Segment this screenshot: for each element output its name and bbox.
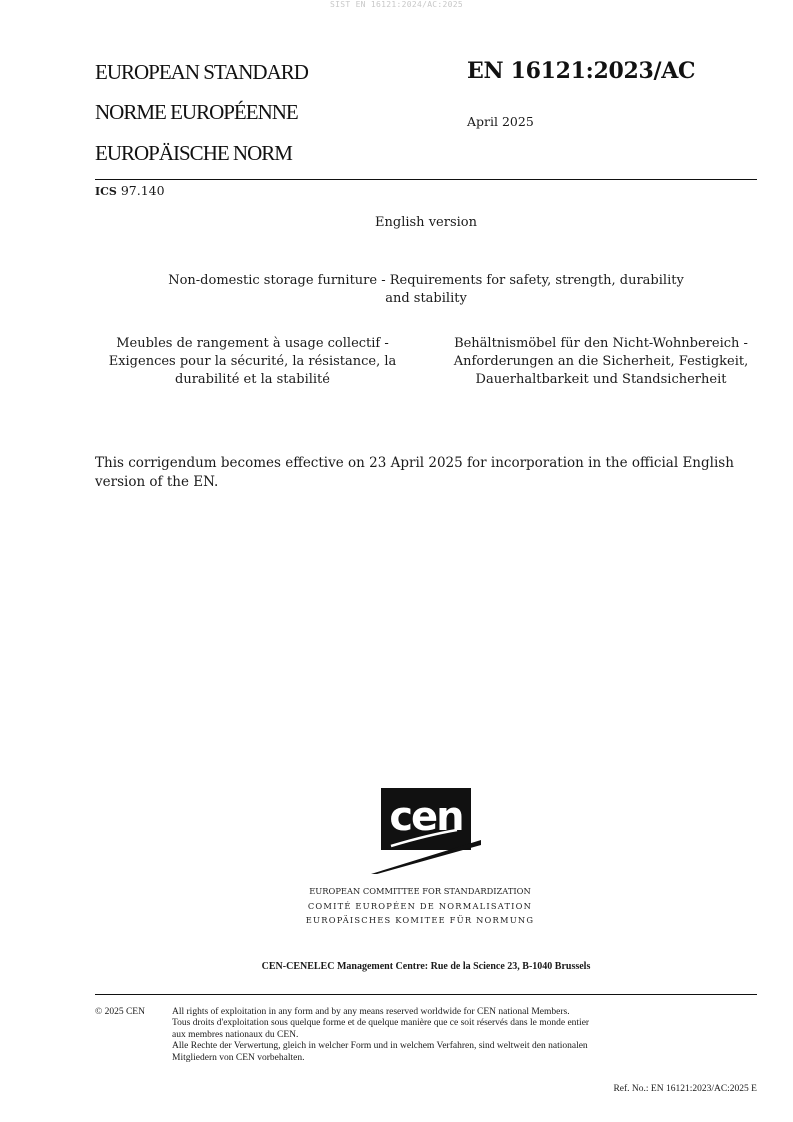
title-french-line: durabilité et la stabilité: [175, 372, 330, 387]
title-german-line: Behältnismöbel für den Nicht-Wohnbereich -: [454, 336, 748, 351]
ics-classification: [95, 183, 165, 198]
copyright-line: All rights of exploitation in any form and by any means reserved worldwide for CEN national Members.: [172, 1007, 570, 1017]
org-name-en: EUROPEAN COMMITTEE FOR STANDARDIZATION: [309, 886, 531, 896]
title-german-line: Dauerhaltbarkeit und Standsicherheit: [475, 372, 727, 387]
title-french: [100, 335, 405, 389]
copyright-line: Alle Rechte der Verwertung, gleich in welcher Form und in welchem Verfahren, sind weltweit den nationalen: [172, 1041, 588, 1052]
ics-value: 97.140: [120, 183, 165, 198]
copyright-line: aux membres nationaux du CEN.: [172, 1029, 299, 1040]
copyright-line: Mitgliedern von CEN vorbehalten.: [172, 1052, 305, 1063]
corrigendum-statement: This corrigendum becomes effective on 23 April 2025 for incorporation in the official English version of the EN.: [95, 455, 734, 490]
reference-number: Ref. No.: EN 16121:2023/AC:2025 E: [613, 1084, 757, 1094]
footer-rule: [95, 994, 757, 995]
org-name-fr: COMITÉ EUROPÉEN DE NORMALISATION: [307, 901, 533, 911]
title-english-line: Non-domestic storage furniture - Requirements for safety, strength, durability: [168, 273, 684, 288]
title-english: [95, 272, 757, 308]
ics-label: ICS: [95, 185, 117, 198]
standard-name-de: EUROPÄISCHE NORM: [95, 141, 292, 165]
title-english-line: and stability: [385, 291, 467, 306]
version-label: English version: [375, 215, 477, 230]
copyright-holder: © 2025 CEN: [95, 1007, 145, 1017]
standard-name-fr: NORME EUROPÉENNE: [95, 100, 298, 124]
title-french-line: Meubles de rangement à usage collectif -: [116, 336, 389, 351]
title-german: [445, 335, 757, 389]
header-rule: [95, 179, 757, 180]
org-name-de: EUROPÄISCHES KOMITEE FÜR NORMUNG: [305, 915, 535, 925]
title-french-line: Exigences pour la sécurité, la résistance, la: [108, 354, 397, 369]
document-number: EN 16121:2023/AC: [467, 58, 696, 84]
document-date: April 2025: [467, 114, 534, 129]
management-centre-address: CEN-CENELEC Management Centre: Rue de la Science 23, B-1040 Brussels: [261, 961, 591, 972]
cen-logo-icon: [371, 788, 483, 880]
copyright-notice: [172, 1007, 757, 1064]
title-german-line: Anforderungen an die Sicherheit, Festigkeit,: [453, 354, 749, 369]
watermark: SIST EN 16121:2024/AC:2025: [329, 0, 464, 9]
copyright-line: Tous droits d'exploitation sous quelque forme et de quelque manière que ce soit réservés dans le monde entier: [172, 1018, 590, 1029]
standard-name-en: EUROPEAN STANDARD: [95, 60, 308, 84]
cen-logo-text: cen: [389, 794, 463, 840]
